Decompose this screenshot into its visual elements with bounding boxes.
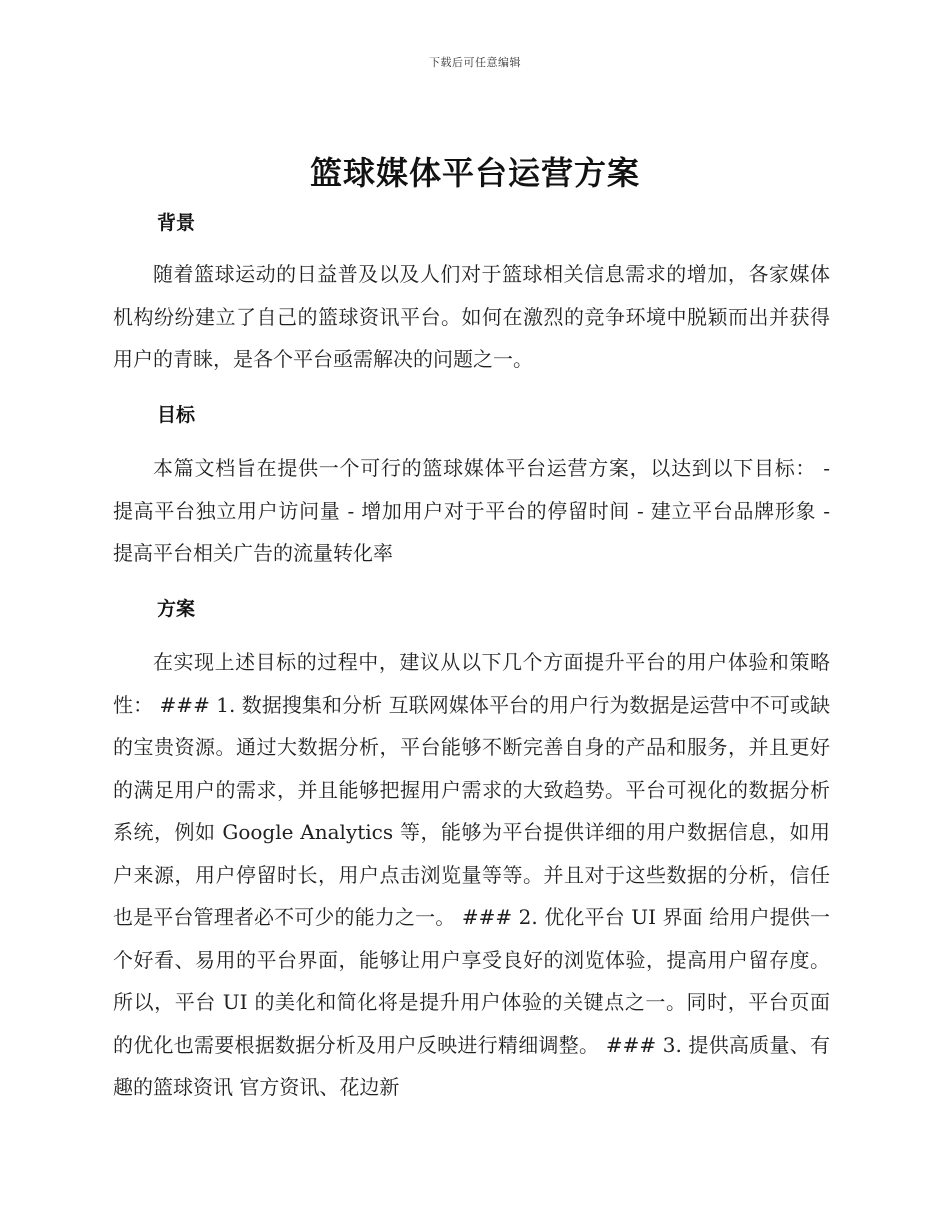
section-body-background: 随着篮球运动的日益普及以及人们对于篮球相关信息需求的增加，各家媒体机构纷纷建立了自己的篮球资讯平台。如何在激烈的竞争环境中脱颖而出并获得用户的青睐，是各个平台亟需解决的问题之一。 xyxy=(113,262,830,371)
header-note: 下载后可任意编辑 xyxy=(429,56,521,69)
section-heading-goals: 目标 xyxy=(157,404,196,426)
section-heading-plan: 方案 xyxy=(157,598,196,620)
section-body-plan: 在实现上述目标的过程中，建议从以下几个方面提升平台的用户体验和策略性： ### 1. 数据搜集和分析 互联网媒体平台的用户行为数据是运营中不可或缺的宝贵资源。通过大数据分析，平台能够不断完善自身的产品和服务，并且更好的满足用户的需求，并且能够把握用户需求的大致趋势。平台可视化的数据分析系统，例如 Google Analytics 等，能够为平台提供详细的用户数据信息，如用户来源，用户停留时长，用户点击浏览量等等。并且对于这些数据的分析，信任也是平台管理者必不可少的能力之一。 ### 2. 优化平台 UI 界面 给用户提供一个好看、易用的平台界面，能够让用户享受良好的浏览体验，提高用户留存度。所以，平台 UI 的美化和简化将是提升用户体验的关键点之一。同时，平台页面的优化也需要根据数据分析及用户反映进行精细调整。 ### 3. 提供高质量、有趣的篮球资讯 官方资讯、花边新 xyxy=(113,650,830,1099)
section-body-goals: 本篇文档旨在提供一个可行的篮球媒体平台运营方案，以达到以下目标： - 提高平台独立用户访问量 - 增加用户对于平台的停留时间 - 建立平台品牌形象 - 提高平台相关广告的流量转化率 xyxy=(113,456,830,565)
section-heading-background: 背景 xyxy=(157,212,196,234)
document-title: 篮球媒体平台运营方案 xyxy=(309,154,640,192)
